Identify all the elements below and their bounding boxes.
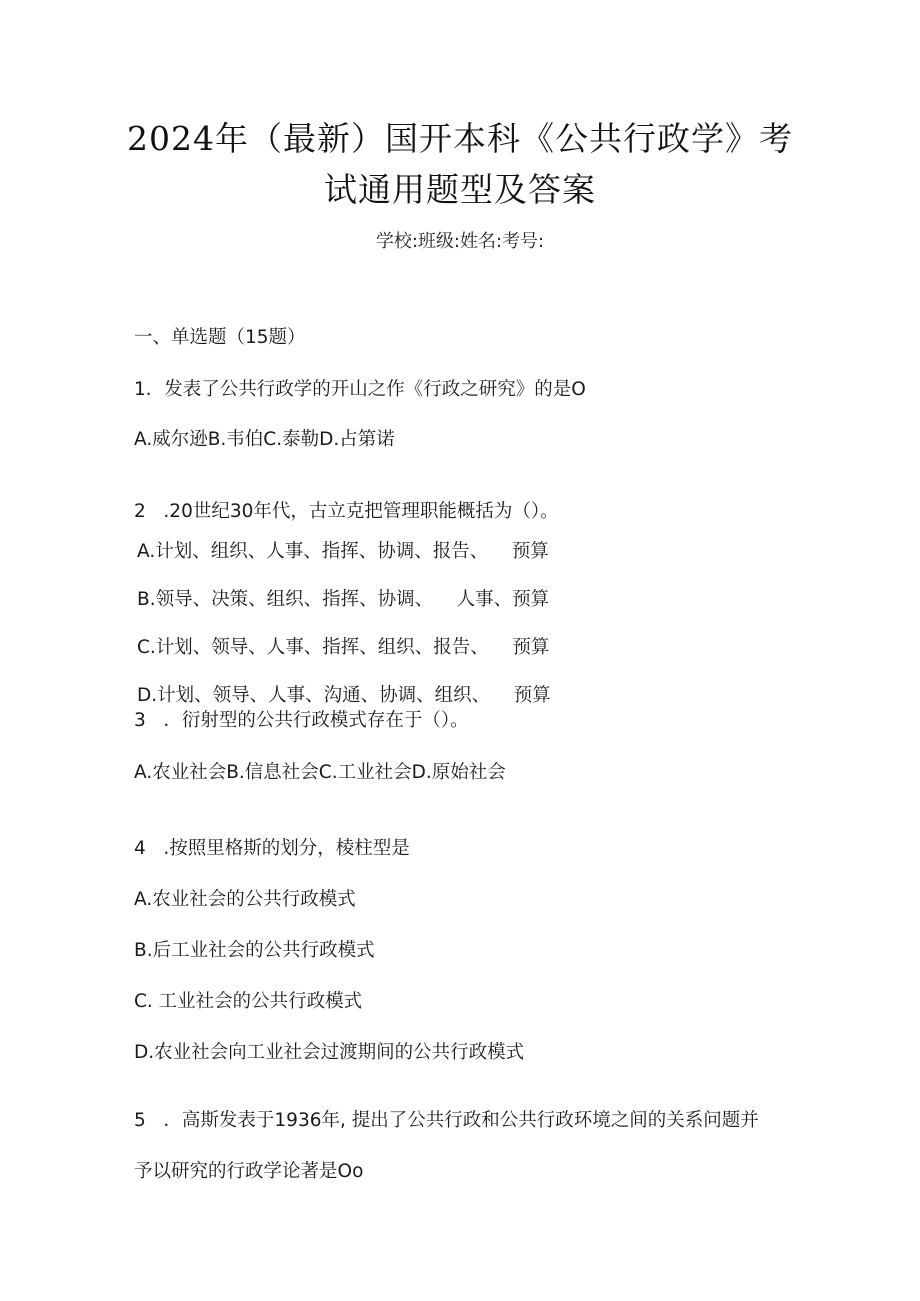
question-2-option-c: C.计划、领导、人事、指挥、组织、报告、 预算 (137, 637, 550, 658)
question-4-option-c: C. 工业社会的公共行政模式 (134, 991, 363, 1012)
section-heading: 一、单选题（15题） (134, 327, 306, 348)
question-2-option-b: B.领导、决策、组织、指挥、协调、 人事、预算 (137, 589, 550, 610)
question-4-option-d: D.农业社会向工业社会过渡期间的公共行政模式 (134, 1042, 525, 1063)
question-1-options: A.威尔逊B.韦伯C.泰勒D.占第诺 (134, 429, 395, 450)
document-title-line-2: 试通用题型及答案 (324, 170, 596, 209)
question-4-option-b: B.后工业社会的公共行政模式 (134, 940, 375, 961)
question-1-stem: 1．发表了公共行政学的开山之作《行政之研究》的是O (134, 379, 586, 400)
question-5-stem-line-1: 5 ．高斯发表于1936年, 提出了公共行政和公共行政环境之间的关系问题并 (134, 1110, 759, 1131)
question-4-option-a: A.农业社会的公共行政模式 (134, 889, 356, 910)
question-3-options: A.农业社会B.信息社会C.工业社会D.原始社会 (134, 762, 506, 783)
document-title-line-1: 2024年（最新）国开本科《公共行政学》考 (127, 119, 793, 158)
question-2-stem: 2 .20世纪30年代，古立克把管理职能概括为（）。 (134, 501, 559, 522)
question-5-stem-line-2: 予以研究的行政学论著是Oo (134, 1161, 364, 1182)
question-4-stem: 4 .按照里格斯的划分，棱柱型是 (134, 838, 410, 859)
student-info-line: 学校:班级:姓名:考号: (375, 231, 545, 252)
question-2-option-d: D.计划、领导、人事、沟通、协调、组织、 预算 (137, 685, 551, 706)
question-3-stem: 3 ．衍射型的公共行政模式存在于（）。 (134, 710, 469, 731)
question-2-option-a: A.计划、组织、人事、指挥、协调、报告、 预算 (137, 541, 549, 562)
